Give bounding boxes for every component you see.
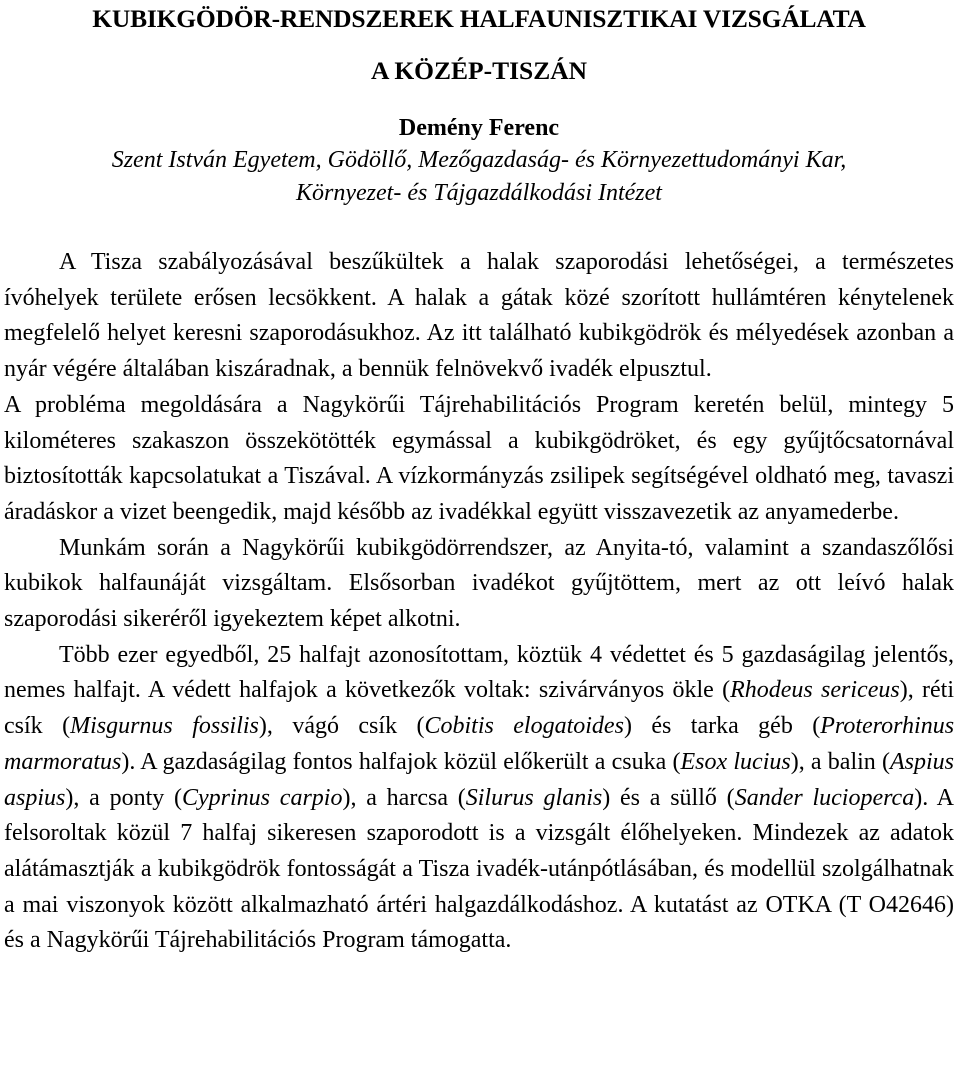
author-name: Demény Ferenc xyxy=(398,115,560,141)
paragraph-4-text: ), vágó csík ( xyxy=(258,713,425,740)
species-name: Esox lucius xyxy=(680,748,791,775)
paragraph-2: A probléma megoldására a Nagykörűi Tájrehabilitációs Program keretén belül, mintegy 5 kilométeres szakaszon összekötötték egymással a kubikgödröket, és egy gyűjtőcsatornával biztosították kapcsolatukat a Tiszával. A vízkormányzás zsilipek segítségével oldható meg, tavaszi áradáskor a vizet beengedik, majd később az ivadékkal együtt visszavezetik az anyamederbe. xyxy=(4,391,954,525)
species-name: Aspius aspius xyxy=(4,748,955,811)
paragraph-4-text: ), a ponty ( xyxy=(65,784,183,811)
paragraph-4-text: Több ezer egyedből, 25 halfajt azonosítottam, köztük 4 védettet és 5 gazdaságilag jelentős, nemes halfajt. A védett halfajok a következők voltak: szivárványos ökle ( xyxy=(4,641,954,704)
species-name: Proterorhinus marmoratus xyxy=(4,713,955,775)
species-name: Silurus glanis xyxy=(465,784,603,811)
species-name: Cobitis elogatoides xyxy=(424,713,624,740)
species-name: Misgurnus fossilis xyxy=(70,713,259,740)
document-title-line1: KUBIKGÖDÖR-RENDSZEREK HALFAUNISZTIKAI VIZSGÁLATA xyxy=(92,4,866,33)
paragraph-3: Munkám során a Nagykörűi kubikgödörrendszer, az Anyita-tó, valamint a szandaszőlősi kubikok halfaunáját vizsgáltam. Elsősorban ivadékot gyűjtöttem, mert az ott leívó halak szaporodási sikeréről igyekeztem képet alkotni. xyxy=(4,534,954,633)
paragraph-4-text: ). A gazdaságilag fontos halfajok közül előkerült a csuka ( xyxy=(121,748,681,775)
species-name: Sander lucioperca xyxy=(734,784,915,811)
paragraph-4-text: ), a balin ( xyxy=(790,748,890,775)
affiliation-line1: Szent István Egyetem, Gödöllő, Mezőgazdaság- és Környezettudományi Kar, xyxy=(111,147,847,173)
paragraph-4-text: ), a harcsa ( xyxy=(342,784,466,811)
paragraph-1: A Tisza szabályozásával beszűkültek a halak szaporodási lehetőségei, a természetes ívóhelyek területe erősen lecsökkent. A halak a gátak közé szorított hullámtéren kénytelenek megfelelő helyet keresni szaporodásukhoz. Az itt található kubikgödrök és mélyedések azonban a nyár végére általában kiszáradnak, a bennük felnövekvő ivadék elpusztul. xyxy=(4,249,954,383)
species-name: Cyprinus carpio xyxy=(182,784,343,811)
paragraph-4-text: ) és a süllő ( xyxy=(602,784,735,811)
paragraph-4-text: ), réti csík ( xyxy=(4,677,954,740)
affiliation-line2: Környezet- és Tájgazdálkodási Intézet xyxy=(296,180,662,206)
paragraph-4 xyxy=(4,638,954,959)
paragraph-4-text: ). A felsoroltak közül 7 halfaj sikeresen szaporodott is a vizsgált élőhelyeken. Mindezek az adatok alátámasztják a kubikgödrök fontosságát a Tisza ivadék-utánpótlásában, és modellül szolgálhatnak a mai viszonyok között alkalmazható ártéri halgazdálkodáshoz. A kutatást az OTKA (T O42646) és a Nagykörűi Tájrehabilitációs Program támogatta. xyxy=(4,784,955,954)
document-title-line2: A KÖZÉP-TISZÁN xyxy=(370,56,588,85)
paragraph-4-text: ) és tarka géb ( xyxy=(623,713,821,740)
species-name: Rhodeus sericeus xyxy=(730,677,900,704)
abstract-body xyxy=(4,245,954,959)
